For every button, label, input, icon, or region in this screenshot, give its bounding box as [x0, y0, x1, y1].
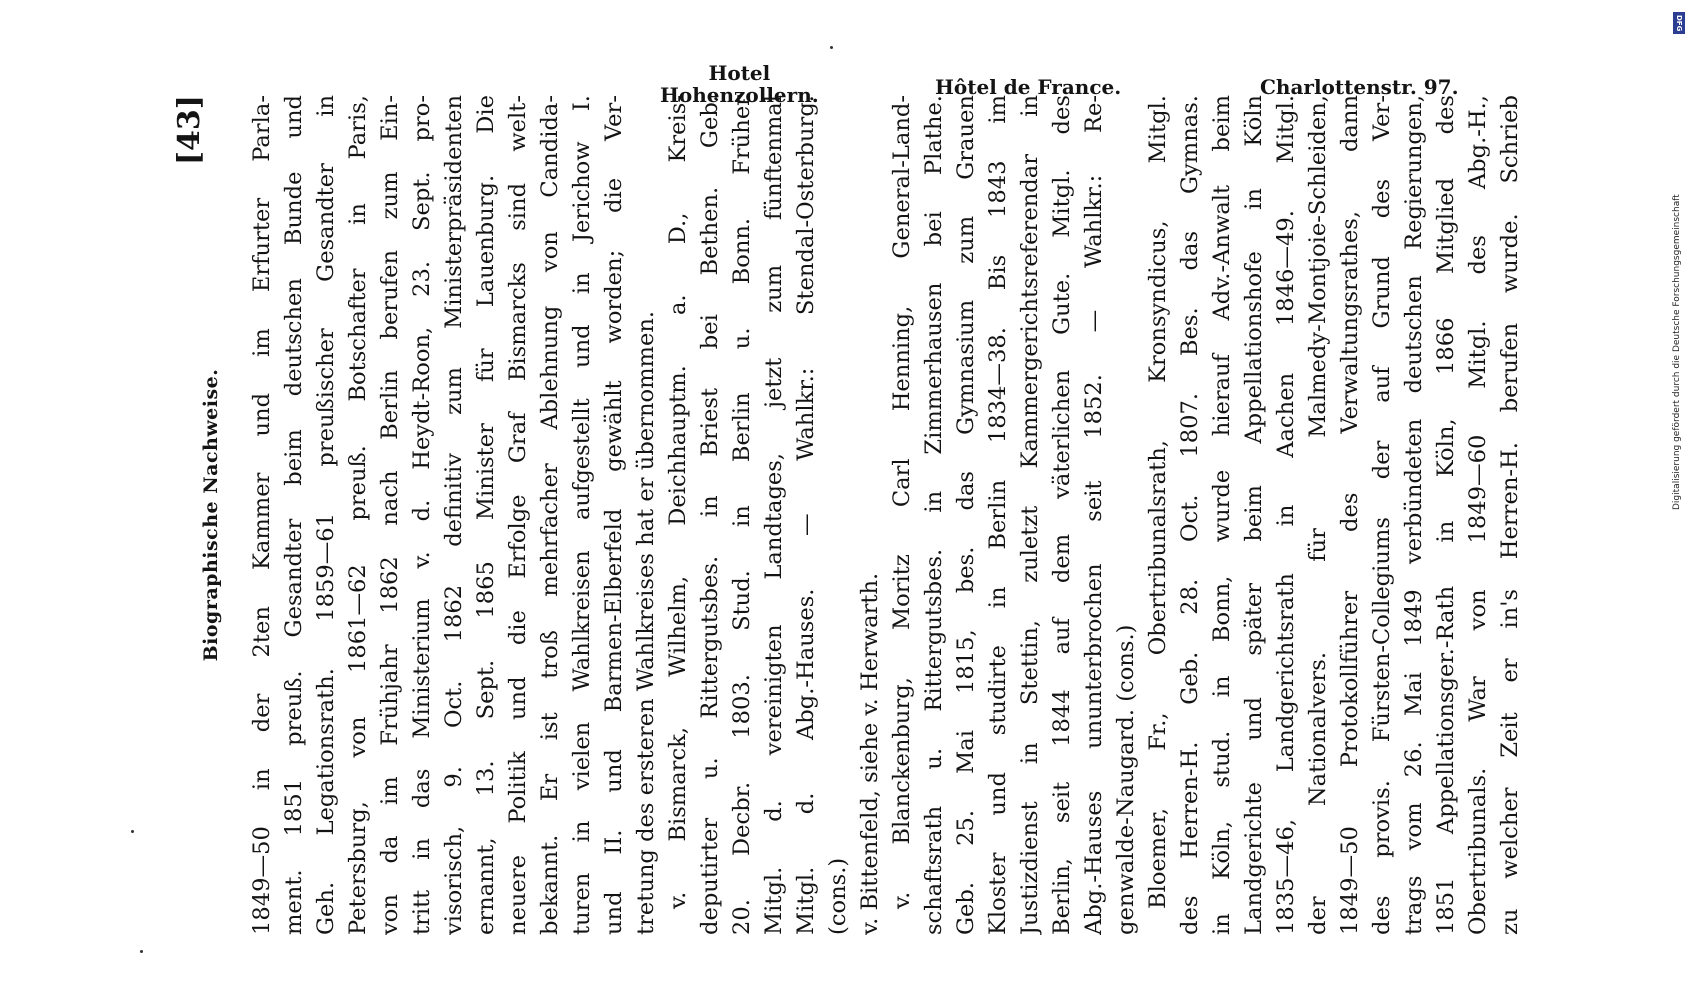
- text-line: Geb. 25. Mai 1815, bes. das Gymnasium zum Grauen: [953, 95, 979, 935]
- text-line: Mitgl. d. Abg.-Hauses. — Wahlkr.: Stendal-Osterburg.: [793, 95, 819, 935]
- text-line: zu welcher Zeit er in's Herren-H. berufen wurde. Schrieb: [1497, 95, 1523, 935]
- text-line: (cons.): [825, 857, 851, 935]
- text-line: 1851 Appellationsger.-Rath in Köln, 1866 Mitglied des: [1433, 95, 1459, 935]
- page-number: [43]: [172, 95, 207, 166]
- text-line: Obertribunals. War von 1849—60 Mitgl. des Abg.-H.,: [1465, 95, 1491, 935]
- text-line: Justizdienst in Stettin, zuletzt Kammergerichtsreferendar in: [1017, 95, 1043, 935]
- entry-bittenfeld-line: v. Bittenfeld, siehe v. Herwarth.: [857, 572, 883, 935]
- text-line: und II. und Barmen-Elberfeld gewählt worden; die Ver-: [601, 95, 627, 935]
- text-line: 20. Decbr. 1803. Stud. in Berlin u. Bonn. Früher: [729, 95, 755, 935]
- text-line: tretung des ersteren Wahlkreises hat er übernommen.: [633, 310, 659, 935]
- text-line: 1835—46, Landgerichtsrath in Aachen 1846—49. Mitgl.: [1273, 95, 1299, 935]
- rotated-text-column: [172, 95, 1526, 935]
- text-line: Geh. Legationsrath. 1859—61 preußischer Gesandter in: [313, 95, 339, 935]
- running-head: Biographische Nachweise.: [200, 368, 222, 662]
- text-line: Landgerichte und später beim Appellationshofe in Köln: [1241, 95, 1267, 935]
- text-line: neuere Politik und die Erfolge Graf Bismarcks sind welt-: [505, 95, 531, 935]
- text-line: bekannt. Er ist troß mehrfacher Ablehnung von Candida-: [537, 95, 563, 935]
- margin-label-hotel-hohenzollern: [660, 62, 819, 106]
- margin-label-line: Hohenzollern.: [660, 83, 819, 107]
- scan-speck: [140, 950, 143, 953]
- text-line: deputirter u. Rittergutsbes. in Briest bei Bethen. Geb.: [697, 95, 723, 935]
- text-line: schaftsrath u. Rittergutsbes. in Zimmerhausen bei Plathe.: [921, 95, 947, 935]
- text-line: ment. 1851 preuß. Gesandter beim deutschen Bunde und: [281, 95, 307, 935]
- text-line: turen in vielen Wahlkreisen aufgestellt und in Jerichow I.: [569, 95, 595, 935]
- text-line: tritt in das Ministerium v. d. Heydt-Roon, 23. Sept. pro-: [409, 95, 435, 935]
- text-line: des provis. Fürsten-Collegiums der auf Grund des Ver-: [1369, 95, 1395, 935]
- text-line: visorisch, 9. Oct. 1862 definitiv zum Ministerpräsidenten: [441, 95, 467, 935]
- heading-row: [172, 95, 228, 935]
- margin-label-charlottenstr: Charlottenstr. 97.: [1260, 75, 1459, 99]
- text-line: Berlin, seit 1844 auf dem väterlichen Gute. Mitgl. des: [1049, 95, 1075, 935]
- entry-bloemer-line: Bloemer, Fr., Obertribunalsrath, Kronsyndicus, Mitgl.: [1145, 95, 1171, 909]
- text-line: der Nationalvers. für Malmedy-Montjoie-Schleiden,: [1305, 95, 1331, 935]
- text-line: Petersburg, von 1861—62 preuß. Botschafter in Paris,: [345, 95, 371, 935]
- scan-speck: [830, 46, 833, 49]
- text-line: von da im Frühjahr 1862 nach Berlin berufen zum Ein-: [377, 95, 403, 935]
- text-line: trags vom 26. Mai 1849 verbündeten deutschen Regierungen,: [1401, 95, 1427, 935]
- entry-blanckenburg-line: v. Blanckenburg, Moritz Carl Henning, General-Land-: [889, 95, 915, 909]
- text-line: in Köln, stud. in Bonn, wurde hierauf Adv.-Anwalt beim: [1209, 95, 1235, 935]
- entry-bismarck-line: v. Bismarck, Wilhelm, Deichhauptm. a. D., Kreis-: [665, 95, 691, 909]
- text-line: 1849—50 in der 2ten Kammer und im Erfurter Parla-: [249, 95, 275, 935]
- text-line: 1849—50 Protokollführer des Verwaltungsrathes, dann: [1337, 95, 1363, 935]
- text-line: ernannt, 13. Sept. 1865 Minister für Lauenburg. Die: [473, 95, 499, 935]
- margin-label-line: Hotel: [708, 61, 771, 85]
- dfg-logo-icon: DFG: [1673, 12, 1685, 34]
- text-line: genwalde-Naugard. (cons.): [1113, 624, 1139, 935]
- text-line: Kloster und studirte in Berlin 1834—38. Bis 1843 im: [985, 95, 1011, 935]
- text-line: Mitgl. d. vereinigten Landtages, jetzt zum fünftenmal: [761, 95, 787, 935]
- text-line: des Herren-H. Geb. 28. Oct. 1807. Bes. das Gymnas.: [1177, 95, 1203, 935]
- scan-speck: [131, 830, 134, 833]
- funding-note: Digitalisierung gefördert durch die Deutsche Forschungsgemeinschaft: [1672, 194, 1682, 510]
- text-line: Abg.-Hauses ununterbrochen seit 1852. — Wahlkr.: Re-: [1081, 95, 1107, 935]
- margin-label-hotel-france: Hôtel de France.: [935, 75, 1122, 99]
